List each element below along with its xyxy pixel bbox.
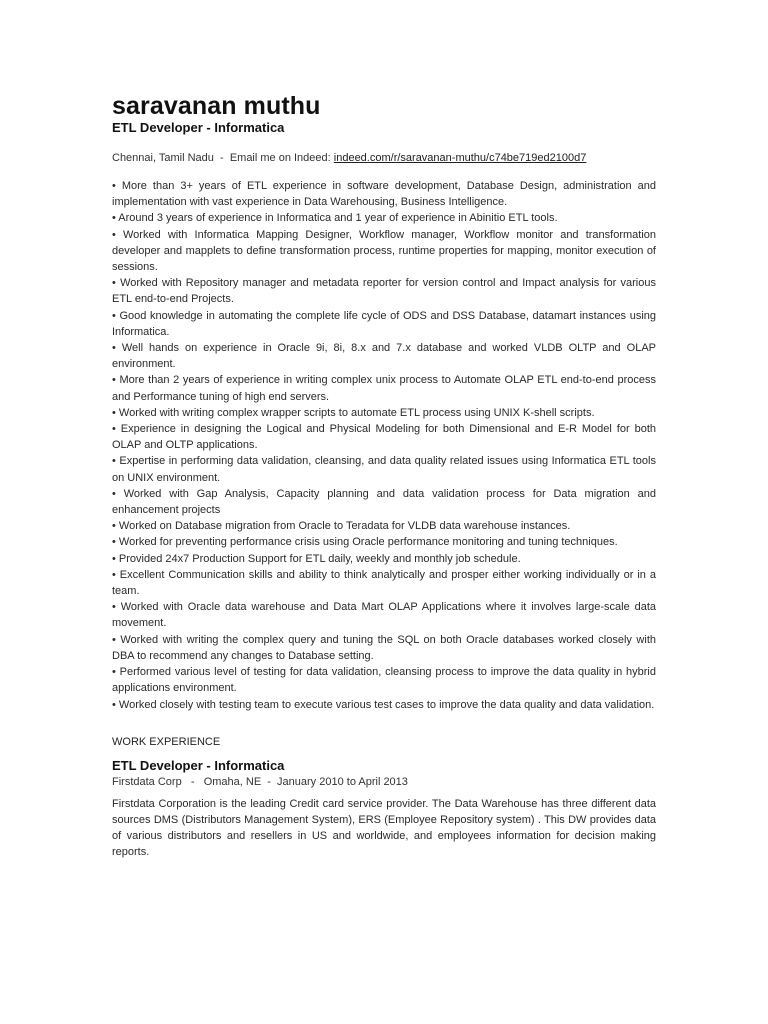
summary-item: • More than 3+ years of ETL experience in software development, Database Design, administration and implementation with vast experience in Data Warehousing, Business Intelligence. <box>112 180 656 209</box>
summary-item: • Worked with Repository manager and metadata reporter for version control and Impact analysis for various ETL end-to-end Projects. <box>112 277 656 306</box>
summary-item: • Around 3 years of experience in Informatica and 1 year of experience in Abinitio ETL tools. <box>112 212 558 225</box>
email-label: Email me on Indeed: <box>229 152 334 164</box>
summary-item: • More than 2 years of experience in writing complex unix process to Automate OLAP ETL end-to-end process and Performance tuning of high end servers. <box>112 374 656 403</box>
job-title: ETL Developer - Informatica <box>112 757 285 773</box>
summary-item: • Worked with writing complex wrapper scripts to automate ETL process using UNIX K-shell scripts. <box>112 406 595 419</box>
summary-item: • Worked on Database migration from Oracle to Teradata for VLDB data warehouse instances. <box>112 520 571 533</box>
work-experience-heading: WORK EXPERIENCE <box>112 735 221 748</box>
resume-page <box>112 92 656 861</box>
job-description: Firstdata Corporation is the leading Credit card service provider. The Data Warehouse has three different data sources DMS (Distributors Management System), ERS (Employee Repository system) . This DW provides data of various distributors and resellers in US and worldwide, and employees information for decision making reports. <box>112 797 656 859</box>
summary-item: • Worked closely with testing team to execute various test cases to improve the data quality and data validation. <box>112 698 655 711</box>
summary-item: • Excellent Communication skills and ability to think analytically and prosper either working individually or in a team. <box>112 568 656 598</box>
indeed-profile-link[interactable]: indeed.com/r/saravanan-muthu/c74be719ed2100d7 <box>333 152 587 164</box>
summary-item: • Good knowledge in automating the complete life cycle of ODS and DSS Database, datamart instances using Informatica. <box>112 309 656 338</box>
candidate-headline: ETL Developer - Informatica <box>112 120 285 135</box>
summary-item: • Worked with Gap Analysis, Capacity planning and data validation process for Data migration and enhancement projects <box>112 487 656 517</box>
summary-item: • Experience in designing the Logical and Physical Modeling for both Dimensional and E-R Model for both OLAP and OLTP applications. <box>112 423 656 452</box>
contact-line <box>112 150 656 166</box>
summary-item: • Performed various level of testing for data validation, cleansing process to improve the data quality in hybrid applications environment. <box>112 666 656 695</box>
summary-item: • Worked with writing the complex query and tuning the SQL on both Oracle databases worked closely with DBA to recommend any changes to Database setting. <box>112 633 656 662</box>
summary-item: • Worked for preventing performance crisis using Oracle performance monitoring and tuning techniques. <box>112 536 618 549</box>
summary-item: • Expertise in performing data validation, cleansing, and data quality related issues using Informatica ETL tools on UNIX environment. <box>112 455 656 484</box>
summary-item: • Provided 24x7 Production Support for ETL daily, weekly and monthly job schedule. <box>112 552 521 565</box>
summary-item: • Well hands on experience in Oracle 9i, 8i, 8.x and 7.x database and worked VLDB OLTP and OLAP environment. <box>112 342 656 371</box>
job-entry <box>112 758 656 861</box>
location: Chennai, Tamil Nadu <box>112 152 214 164</box>
separator: - <box>213 152 230 164</box>
summary-item: • Worked with Oracle data warehouse and Data Mart OLAP Applications where it involves large-scale data movement. <box>112 601 656 630</box>
job-meta: Firstdata Corp - Omaha, NE - January 2010 to April 2013 <box>112 775 408 788</box>
summary-item: • Worked with Informatica Mapping Designer, Workflow manager, Workflow monitor and transformation developer and mapplets to define transformation process, runtime properties for mapping, monitor execution of sessions. <box>112 228 656 274</box>
summary-list <box>112 178 656 713</box>
candidate-name: saravanan muthu <box>112 92 321 120</box>
